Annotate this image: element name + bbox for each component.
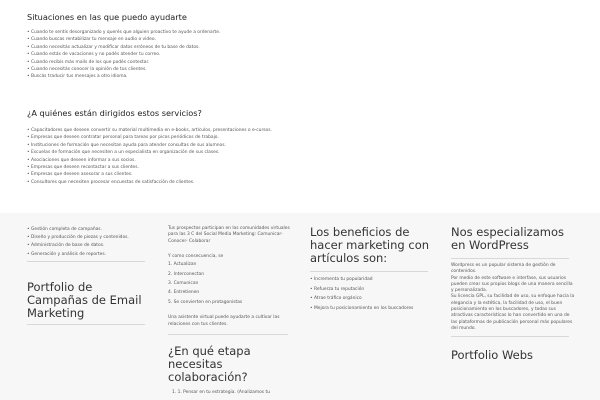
list-item: • Empresas que deseen contratar personal para tareas por picos periódicos de trabajo. [27,135,219,141]
list-item: • Administración de base de datos. [27,243,105,249]
email-marketing-column [27,226,147,325]
divider [168,334,288,335]
list-item: • Cuando te sentís desorganizado y querés que alguien proactivo te ayude a ordenarte. [27,30,221,35]
wordpress-column [451,226,576,362]
collaboration-first-item: 1. 1. Pensar en tu estrategia. (Analizamos tu [172,389,270,395]
list-item: • Empresas que deseen recontactar a sus clientes. [27,165,139,171]
social-intro: Tus prospectos participan en las comunidades virtuales para las 3 C del Social Media Marketing: Comunicar- Conocer- Colaborar [168,226,290,244]
social-outro: Una asistente virtual puede ayudarte a cultivar las relaciones con tus clientes. [168,315,280,327]
divider [27,261,145,262]
email-services-list [27,226,147,259]
web-portfolio-heading[interactable]: Portfolio Webs [451,348,534,363]
situations-title: Situaciones en las que puedo ayudarte [27,12,187,22]
list-item: • Incrementa tu popularidad [310,277,373,282]
benefits-list [310,275,435,313]
list-item: • Gestión completa de campañas. [27,227,102,232]
social-media-column [168,226,290,396]
audience-list [27,127,272,186]
list-item: • Cuando buscas rentabilizar tu mensaje en audio o video. [27,37,156,43]
list-item: • Atrae tráfico orgánico [310,296,362,302]
audience-title: ¿A quiénes están dirigidos estos servicios? [27,108,202,118]
article-marketing-column [310,226,435,313]
wordpress-text: Wordpress es un popular sistema de gestión de contenidos. Por medio de este software e interfase, sus usuarios pueden crear sus propios blogs de una manera sencilla y personalizada. Su licencia GPL, su facilidad de uso, su enfoque hacia la elegancia y la estética, la facilidad de uso, el buen posicionamiento en los buscadores, y todas sus atractivas características lo han convertido en una de las plataformas de publicación personal más populares del mundo. [451,263,575,331]
situations-list [27,29,220,81]
steps-list [168,260,290,307]
bottom-section [0,213,600,400]
list-item: • Generación y análisis de reportes. [27,251,107,257]
list-item: • Buscás traducir tus mensajes a otro idioma. [27,74,128,80]
list-item: 2. Interconectan [168,271,204,277]
list-item: • Capacitadores que deseen convertir su material multimedia en e-books, artículos, presentaciones o e-cursos. [27,128,272,133]
list-item: 3. Comunican [168,281,199,286]
list-item: • Cuando estás de vacaciones y no podés atender tu correo. [27,52,161,58]
list-item: • Cuando recibís más mails de los que podés contestar. [27,59,150,65]
list-item: • Consultores que necesiten procesar encuestas de satisfacción de clientes. [27,179,195,185]
list-item: • Escuelas de formación que necesiten a un especialista en organización de sus clases. [27,150,220,156]
list-item: • Asociaciones que deseen informar a sus socios. [27,157,136,163]
list-item: 4. Entretienen [168,290,200,296]
list-item: • Cuando necesitás conocer la opinión de tus clientes. [27,67,147,73]
divider [451,258,569,259]
list-item: 5. Se convierten en protagonistas [168,299,243,305]
collaboration-heading: ¿En qué etapa necesitas colaboración? [168,343,251,384]
list-item: • Empresas que deseen asesorar a sus clientes. [27,172,133,178]
wordpress-heading: Nos especializamos en WordPress [451,225,564,252]
list-item: • Diseño y producción de piezas y contenidos. [27,235,129,241]
article-benefits-heading: Los beneficios de hacer marketing con artículos son: [310,225,430,265]
divider [27,324,145,325]
list-item: • Mejora tu posicionamiento en los buscadores [310,305,414,311]
email-portfolio-heading[interactable]: Portfolio de Campañas de Email Marketing [27,279,142,320]
divider [451,336,569,337]
list-item: • Instituciones de formación que necesitan ayuda para atender consultas de sus alumnos. [27,142,226,148]
list-item: 1. Actualizan [168,262,197,268]
divider [310,271,428,272]
list-item: • Refuerza tu reputación [310,286,365,292]
list-item: • Cuando necesitás actualizar y modificar datos erróneos de tu base de datos. [27,44,200,50]
steps-intro: Y como consecuencia, se [168,253,224,259]
